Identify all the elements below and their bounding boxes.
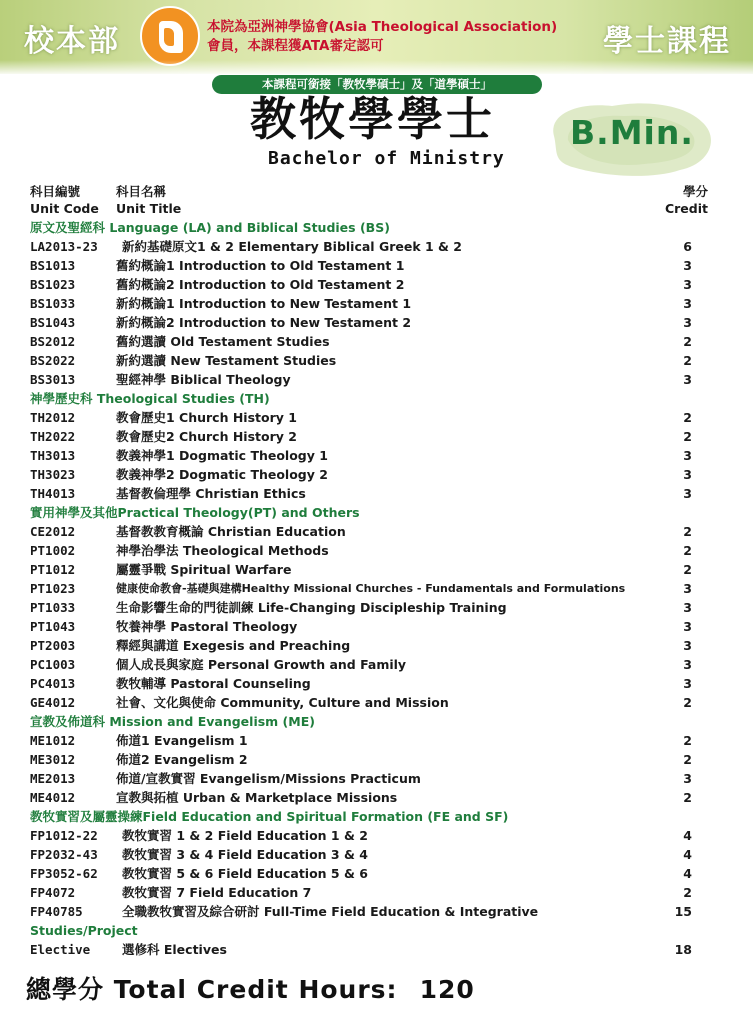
course-credit: 2 [683, 885, 692, 900]
header-credit-zh: 學分 [682, 184, 708, 199]
course-code: PT1033 [30, 600, 76, 615]
course-title: 佈道2 Evangelism 2 [116, 752, 248, 767]
course-row [30, 674, 720, 693]
course-title: 新約基礎原文1 & 2 Elementary Biblical Greek 1 & 2 [122, 239, 462, 254]
category-heading: 教牧實習及屬靈操練Field Education and Spiritual Formation (FE and SF) [30, 809, 509, 824]
header-title-zh: 科目名稱 [116, 184, 167, 199]
course-title: 舊約選讀 Old Testament Studies [116, 334, 330, 349]
course-credit: 3 [683, 296, 692, 311]
course-row [30, 883, 720, 902]
course-code: ME4012 [30, 790, 76, 805]
category-heading: 實用神學及其他Practical Theology(PT) and Others [30, 505, 360, 520]
course-row [30, 769, 720, 788]
course-credit: 3 [683, 600, 692, 615]
course-row [30, 655, 720, 674]
course-row [30, 541, 720, 560]
course-title: 教會歷史1 Church History 1 [116, 410, 297, 425]
course-title: 全職教牧實習及綜合研討 Full-Time Field Education & Integrative [122, 904, 539, 919]
course-row [30, 826, 720, 845]
course-code: FP1012-22 [30, 828, 98, 843]
header-code-en: Unit Code [30, 201, 99, 216]
course-code: BS1033 [30, 296, 76, 311]
category-heading: 神學歷史科 Theological Studies (TH) [30, 391, 270, 406]
course-title: 新約概論1 Introduction to New Testament 1 [116, 296, 412, 311]
course-row [30, 313, 720, 332]
course-row [30, 256, 720, 275]
course-code: LA2013-23 [30, 239, 98, 254]
course-credit: 3 [683, 315, 692, 330]
course-title: 生命影響生命的門徒訓練 Life-Changing Discipleship Training [116, 600, 507, 615]
course-code: PT2003 [30, 638, 76, 653]
course-title: 個人成長與家庭 Personal Growth and Family [116, 657, 407, 672]
course-title: 宣教與拓植 Urban & Marketplace Missions [116, 790, 398, 805]
course-credit: 3 [683, 486, 692, 501]
course-code: TH3023 [30, 467, 76, 482]
program-title-zh: 教牧學學士 [250, 92, 495, 146]
course-credit: 2 [683, 524, 692, 539]
course-row [30, 750, 720, 769]
course-credit: 4 [683, 866, 692, 881]
course-code: BS2022 [30, 353, 76, 368]
course-row [30, 446, 720, 465]
course-title: 社會、文化與使命 Community, Culture and Mission [116, 695, 449, 710]
course-code: TH2012 [30, 410, 76, 425]
ata-line-1: 本院為亞洲神學協會(Asia Theological Association) [207, 19, 558, 35]
course-title: 選修科 Electives [122, 942, 227, 957]
course-title: 舊約概論1 Introduction to Old Testament 1 [116, 258, 405, 273]
course-code: FP40785 [30, 904, 83, 919]
course-code: BS3013 [30, 372, 76, 387]
course-code: ME3012 [30, 752, 76, 767]
total-value: 120 [419, 975, 475, 1004]
category-heading: 宣教及佈道科 Mission and Evangelism (ME) [30, 714, 315, 729]
course-title: 教牧實習 5 & 6 Field Education 5 & 6 [122, 866, 368, 881]
course-table [30, 218, 720, 959]
course-row [30, 427, 720, 446]
total-credits [26, 970, 475, 1006]
course-credit: 3 [683, 676, 692, 691]
course-credit: 3 [683, 372, 692, 387]
course-credit: 18 [674, 942, 692, 957]
course-title: 佈道1 Evangelism 1 [116, 733, 248, 748]
course-credit: 2 [683, 543, 692, 558]
course-credit: 2 [683, 334, 692, 349]
course-row [30, 560, 720, 579]
course-code: BS1013 [30, 258, 76, 273]
course-title: 教牧實習 1 & 2 Field Education 1 & 2 [122, 828, 368, 843]
course-code: Elective [30, 942, 91, 957]
course-row [30, 237, 720, 256]
course-credit: 2 [683, 410, 692, 425]
course-title: 新約概論2 Introduction to New Testament 2 [116, 315, 412, 330]
course-code: PT1043 [30, 619, 76, 634]
course-code: BS1043 [30, 315, 76, 330]
course-credit: 3 [683, 448, 692, 463]
course-row [30, 845, 720, 864]
course-title: 教義神學1 Dogmatic Theology 1 [116, 448, 328, 463]
program-title-en: Bachelor of Ministry [268, 148, 505, 169]
course-code: PT1012 [30, 562, 76, 577]
course-title: 教牧輔導 Pastoral Counseling [116, 676, 311, 691]
course-credit: 3 [683, 581, 692, 596]
course-credit: 2 [683, 429, 692, 444]
course-row [30, 902, 720, 921]
course-credit: 3 [683, 619, 692, 634]
course-code: CE2012 [30, 524, 76, 539]
course-credit: 3 [683, 657, 692, 672]
course-code: FP4072 [30, 885, 76, 900]
program-abbreviation: B.Min. [570, 113, 694, 152]
course-code: GE4012 [30, 695, 76, 710]
course-row [30, 617, 720, 636]
course-credit: 4 [683, 847, 692, 862]
course-code: TH3013 [30, 448, 76, 463]
course-row [30, 940, 720, 959]
degree-type-label: 學士課程 [603, 24, 731, 59]
course-code: PC4013 [30, 676, 76, 691]
course-row [30, 408, 720, 427]
course-code: BS1023 [30, 277, 76, 292]
course-title: 新約選讀 New Testament Studies [116, 353, 337, 368]
logo-emblem-icon [159, 21, 183, 53]
ata-logo-icon [140, 6, 200, 66]
course-credit: 2 [683, 790, 692, 805]
course-credit: 4 [683, 828, 692, 843]
course-credit: 2 [683, 752, 692, 767]
course-code: TH4013 [30, 486, 76, 501]
course-title: 神學治學法 Theological Methods [116, 543, 329, 558]
header-code-zh: 科目編號 [30, 184, 81, 199]
course-title: 佈道/宣教實習 Evangelism/Missions Practicum [116, 771, 421, 786]
course-credit: 2 [683, 353, 692, 368]
course-code: ME1012 [30, 733, 76, 748]
total-label: 總學分 Total Credit Hours: [26, 975, 398, 1004]
course-row [30, 788, 720, 807]
course-title: 聖經神學 Biblical Theology [116, 372, 291, 387]
course-row [30, 275, 720, 294]
course-row [30, 370, 720, 389]
course-code: FP2032-43 [30, 847, 98, 862]
campus-label: 校本部 [24, 24, 120, 59]
course-credit: 2 [683, 733, 692, 748]
course-credit: 3 [683, 467, 692, 482]
course-row [30, 579, 720, 598]
course-row [30, 484, 720, 503]
category-heading: Studies/Project [30, 923, 138, 938]
header-title-en: Unit Title [116, 201, 182, 216]
course-code: ME2013 [30, 771, 76, 786]
course-code: PC1003 [30, 657, 76, 672]
articulation-note: 本課程可銜接「教牧學碩士」及「道學碩士」 [212, 75, 542, 94]
course-code: PT1023 [30, 581, 76, 596]
course-row [30, 864, 720, 883]
course-title: 基督教倫理學 Christian Ethics [116, 486, 306, 501]
course-credit: 3 [683, 638, 692, 653]
course-credit: 2 [683, 562, 692, 577]
course-title: 教會歷史2 Church History 2 [116, 429, 297, 444]
course-credit: 3 [683, 258, 692, 273]
course-credit: 6 [683, 239, 692, 254]
ata-membership-note [207, 18, 557, 56]
course-credit: 3 [683, 771, 692, 786]
header-credit-en: Credit [664, 201, 708, 216]
course-title: 牧養神學 Pastoral Theology [116, 619, 298, 634]
course-row [30, 636, 720, 655]
course-row [30, 465, 720, 484]
course-row [30, 598, 720, 617]
category-heading: 原文及聖經科 Language (LA) and Biblical Studies (BS) [30, 220, 390, 235]
course-title: 教牧實習 3 & 4 Field Education 3 & 4 [122, 847, 368, 862]
course-row [30, 294, 720, 313]
course-row [30, 351, 720, 370]
course-code: PT1002 [30, 543, 76, 558]
course-row [30, 693, 720, 712]
course-code: FP3052-62 [30, 866, 98, 881]
course-credit: 2 [683, 695, 692, 710]
course-row [30, 332, 720, 351]
course-title: 基督教教育概論 Christian Education [116, 524, 346, 539]
course-title: 健康使命教會-基礎與建構Healthy Missional Churches - Fundamentals and Formulations [116, 582, 626, 595]
course-credit: 3 [683, 277, 692, 292]
course-title: 釋經與講道 Exegesis and Preaching [116, 638, 351, 653]
course-credit: 15 [674, 904, 692, 919]
course-title: 教義神學2 Dogmatic Theology 2 [116, 467, 328, 482]
top-banner [0, 0, 753, 74]
ata-line-2: 會員，本課程獲ATA審定認可 [207, 38, 384, 54]
course-row [30, 522, 720, 541]
course-code: TH2022 [30, 429, 76, 444]
course-row [30, 731, 720, 750]
course-title: 教牧實習 7 Field Education 7 [122, 885, 312, 900]
course-title: 屬靈爭戰 Spiritual Warfare [116, 562, 292, 577]
course-title: 舊約概論2 Introduction to Old Testament 2 [116, 277, 405, 292]
course-code: BS2012 [30, 334, 76, 349]
